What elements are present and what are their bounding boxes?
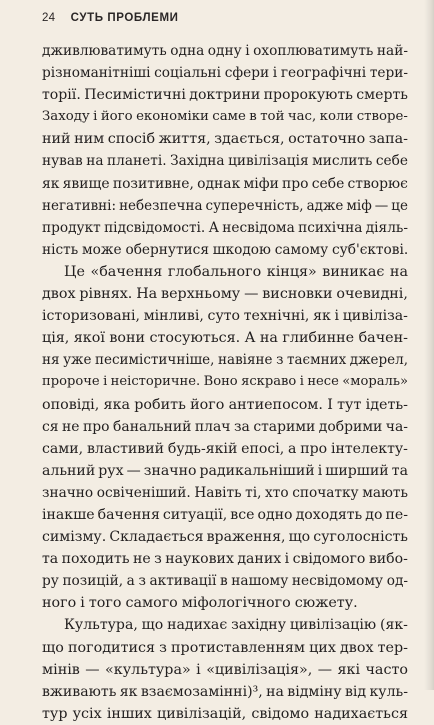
text-line: ся не про банальний плач за старими добрими ча- bbox=[42, 418, 408, 435]
text-line: Заходу і його економіки саме в той час, коли створе- bbox=[42, 109, 408, 125]
text-line: як явище позитивне, однак міфи про себе створює bbox=[42, 175, 408, 192]
text-line: ність може обернутися шкодою самому суб'єктові. bbox=[42, 241, 409, 258]
text-line: ру позицій, а з активації в нашому несвідомому од- bbox=[42, 573, 408, 590]
text-line: Це «бачення глобального кінця» виникає на bbox=[64, 263, 408, 280]
text-line: ня уже песимістичніше, навіяне з таємних джерел, bbox=[42, 352, 408, 369]
text-line: дживлюватимуть одна одну і охоплюватимуть най- bbox=[42, 43, 408, 59]
text-line: симізму. Складається враження, що суголосність bbox=[42, 529, 408, 546]
text-line: вживають як взаємозамінні)³, на відміну від куль- bbox=[42, 683, 408, 700]
text-line: Культура, що надихає західну цивілізацію (як- bbox=[64, 617, 408, 634]
text-line: альний рух — значно радикальніший і ширший та bbox=[42, 462, 408, 479]
text-line: сами, властивий будь-якій епосі, а про інтелекту- bbox=[42, 440, 408, 457]
text-line: пророче і неісторичне. Воно яскраво і несе «мораль» bbox=[42, 374, 408, 390]
page-edge-shadow bbox=[424, 0, 434, 690]
text-line: ного і того самого міфологічного сюжету. bbox=[42, 595, 358, 612]
text-line: нував на планеті. Західна цивілізація мислить себе bbox=[42, 153, 408, 170]
text-line: та походить не з наукових даних і свідомого вибо- bbox=[42, 551, 408, 568]
text-line: ція, якої вони стосуються. А на глибинне бачен- bbox=[42, 330, 408, 347]
text-line: що погодитися з протиставленням цих двох тер- bbox=[42, 639, 408, 656]
text-line: мінів — «культура» і «цивілізація», — які часто bbox=[42, 661, 408, 678]
text-line: оповіді, яка робить його антиепосом. І тут ідеть- bbox=[42, 396, 408, 413]
text-line: негативні: небезпечна суперечність, адже міф — це bbox=[42, 197, 408, 214]
text-line: значно освіченіший. Навіть ті, хто спочатку мають bbox=[42, 484, 408, 501]
text-line: тур усіх інших цивілізацій, свідомо надихається bbox=[42, 705, 408, 722]
section-title: СУТЬ ПРОБЛЕМИ bbox=[70, 12, 179, 24]
text-line: різноманітніші соціальні сфери і географічні тери- bbox=[42, 65, 408, 82]
text-line: ний ним спосіб життя, здається, остаточно запа- bbox=[42, 131, 408, 148]
text-line: історизовані, мінливі, суто технічні, як і цивіліза- bbox=[42, 308, 408, 325]
text-line: інакше бачення ситуації, все одно доходять до пе- bbox=[42, 506, 408, 523]
text-line: торії. Песимістичні доктрини пророкують смерть bbox=[42, 87, 408, 104]
text-line: двох рівнях. На верхньому — висновки очевидні, bbox=[42, 286, 408, 303]
text-line: продукт підсвідомості. А несвідома психічна діяль- bbox=[42, 219, 408, 236]
running-head bbox=[42, 12, 179, 24]
body-text bbox=[42, 40, 408, 725]
page-number: 24 bbox=[42, 12, 56, 24]
